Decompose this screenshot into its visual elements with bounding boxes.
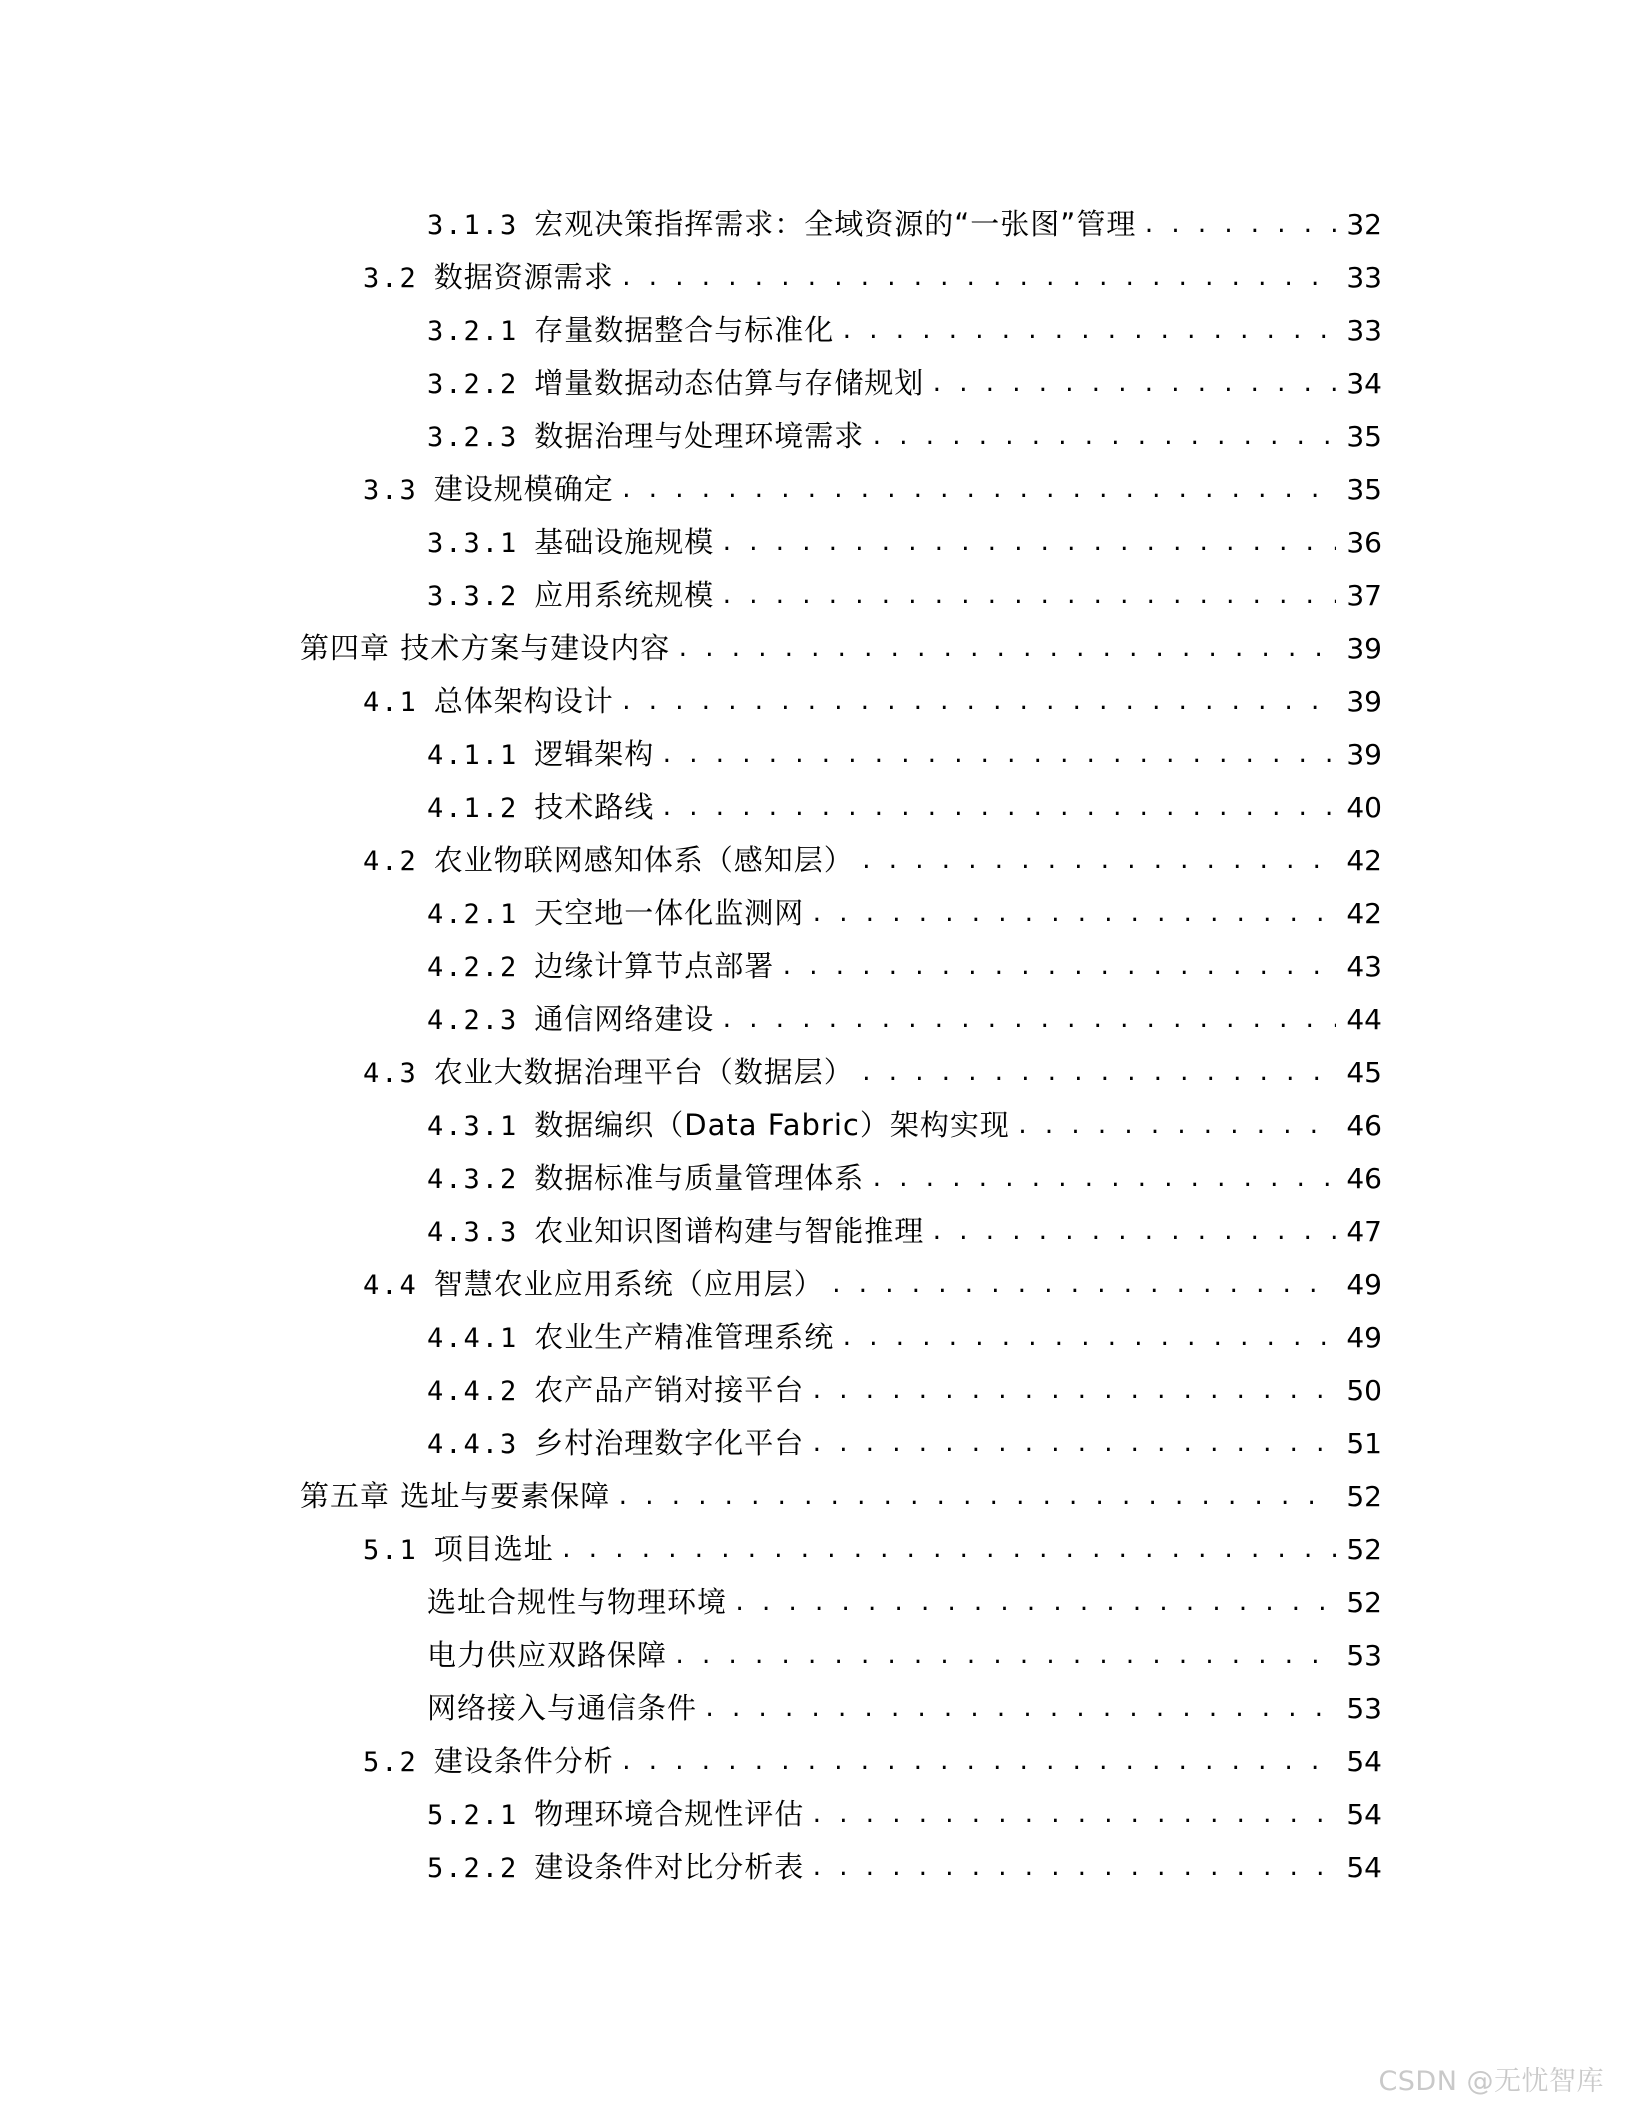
toc-entry-number: 3.3.2 [427, 581, 519, 612]
toc-entry-page-number: 52 [1346, 1533, 1382, 1566]
toc-entry-page-number: 49 [1346, 1321, 1382, 1354]
toc-entry-page-number: 50 [1346, 1374, 1382, 1407]
toc-entry-title: 第四章 技术方案与建设内容 [300, 631, 671, 665]
toc-entry[interactable] [300, 1735, 1382, 1788]
toc-entry-title: 建设条件对比分析表 [534, 1850, 805, 1884]
toc-entry[interactable] [300, 993, 1382, 1046]
dot-leader [930, 358, 1336, 411]
toc-entry-number: 4.4.2 [427, 1376, 519, 1407]
dot-leader [676, 623, 1336, 676]
toc-entry-title: 农业知识图谱构建与智能推理 [534, 1214, 925, 1248]
toc-entry-title: 农业大数据治理平台（数据层） [433, 1055, 854, 1089]
toc-entry-page-number: 51 [1346, 1427, 1382, 1460]
dot-leader [810, 1789, 1336, 1842]
toc-entry-title: 数据编织（Data Fabric）架构实现 [534, 1108, 1010, 1142]
dot-leader [620, 1736, 1336, 1789]
dot-leader [860, 1047, 1336, 1100]
toc-entry[interactable] [300, 728, 1382, 781]
toc-entry-title: 天空地一体化监测网 [534, 896, 805, 930]
toc-entry-title: 宏观决策指挥需求：全域资源的“一张图”管理 [534, 207, 1137, 241]
dot-leader [840, 1312, 1336, 1365]
toc-entry-page-number: 54 [1346, 1798, 1382, 1831]
dot-leader [733, 1577, 1336, 1630]
toc-entry[interactable] [300, 357, 1382, 410]
toc-entry[interactable] [300, 198, 1382, 251]
dot-leader [673, 1630, 1336, 1683]
toc-entry-page-number: 33 [1346, 261, 1382, 294]
dot-leader [780, 941, 1336, 994]
dot-leader [703, 1683, 1336, 1736]
toc-entry-title: 基础设施规模 [534, 525, 715, 559]
toc-entry-title: 增量数据动态估算与存储规划 [534, 366, 925, 400]
toc-entry[interactable] [300, 1788, 1382, 1841]
dot-leader [720, 994, 1336, 1047]
toc-entry-page-number: 37 [1346, 579, 1382, 612]
toc-entry[interactable] [300, 463, 1382, 516]
toc-entry-page-number: 47 [1346, 1215, 1382, 1248]
toc-entry-number: 4.4 [363, 1270, 418, 1301]
toc-entry[interactable] [300, 1205, 1382, 1258]
toc-entry-page-number: 49 [1346, 1268, 1382, 1301]
toc-entry-number: 5.2.2 [427, 1853, 519, 1884]
toc-entry[interactable] [300, 1258, 1382, 1311]
toc-entry[interactable] [300, 1682, 1382, 1735]
toc-entry-title: 农业生产精准管理系统 [534, 1320, 835, 1354]
toc-entry-page-number: 42 [1346, 897, 1382, 930]
toc-entry-page-number: 54 [1346, 1745, 1382, 1778]
dot-leader [616, 1471, 1336, 1524]
toc-entry-page-number: 35 [1346, 420, 1382, 453]
toc-entry[interactable] [300, 1629, 1382, 1682]
toc-entry-page-number: 33 [1346, 314, 1382, 347]
dot-leader [830, 1259, 1336, 1312]
toc-entry-title: 智慧农业应用系统（应用层） [433, 1267, 824, 1301]
toc-entry[interactable] [300, 569, 1382, 622]
toc-entry-number: 3.2.1 [427, 316, 519, 347]
toc-entry-number: 4.4.3 [427, 1429, 519, 1460]
toc-entry-page-number: 39 [1346, 632, 1382, 665]
toc-entry-page-number: 46 [1346, 1109, 1382, 1142]
dot-leader [660, 729, 1336, 782]
dot-leader [1016, 1100, 1336, 1153]
toc-entry-page-number: 34 [1346, 367, 1382, 400]
toc-entry-title: 农产品产销对接平台 [534, 1373, 805, 1407]
toc-entry-number: 4.1.2 [427, 793, 519, 824]
toc-entry-title: 网络接入与通信条件 [427, 1691, 698, 1725]
toc-entry-title: 应用系统规模 [534, 578, 715, 612]
toc-entry-title: 乡村治理数字化平台 [534, 1426, 805, 1460]
toc-entry[interactable] [300, 1576, 1382, 1629]
toc-entry-number: 3.2.2 [427, 369, 519, 400]
toc-entry[interactable] [300, 1470, 1382, 1523]
toc-entry-page-number: 32 [1346, 208, 1382, 241]
toc-entry-page-number: 35 [1346, 473, 1382, 506]
toc-entry-title: 边缘计算节点部署 [534, 949, 775, 983]
toc-entry-number: 3.1.3 [427, 210, 519, 241]
toc-entry-number: 5.2 [363, 1747, 418, 1778]
dot-leader [620, 676, 1336, 729]
toc-entry-title: 数据治理与处理环境需求 [534, 419, 865, 453]
dot-leader [810, 1842, 1336, 1895]
toc-entry-number: 4.3.2 [427, 1164, 519, 1195]
dot-leader [870, 411, 1336, 464]
toc-entry-title: 农业物联网感知体系（感知层） [433, 843, 854, 877]
toc-entry-title: 建设规模确定 [433, 472, 614, 506]
toc-entry-number: 4.3 [363, 1058, 418, 1089]
toc-entry[interactable] [300, 675, 1382, 728]
toc-entry-page-number: 42 [1346, 844, 1382, 877]
dot-leader [660, 782, 1336, 835]
toc-entry-page-number: 44 [1346, 1003, 1382, 1036]
toc-entry-title: 通信网络建设 [534, 1002, 715, 1036]
toc-entry-number: 4.4.1 [427, 1323, 519, 1354]
toc-entry-page-number: 36 [1346, 526, 1382, 559]
toc-entry-number: 3.2 [363, 263, 418, 294]
toc-entry-title: 逻辑架构 [534, 737, 655, 771]
dot-leader [810, 888, 1336, 941]
toc-entry[interactable] [300, 251, 1382, 304]
toc-entry[interactable] [300, 1046, 1382, 1099]
dot-leader [620, 464, 1336, 517]
toc-entry-page-number: 52 [1346, 1480, 1382, 1513]
dot-leader [1142, 199, 1336, 252]
dot-leader [870, 1153, 1336, 1206]
toc-entry[interactable] [300, 304, 1382, 357]
toc-entry-page-number: 40 [1346, 791, 1382, 824]
dot-leader [560, 1524, 1336, 1577]
toc-entry-number: 5.1 [363, 1535, 418, 1566]
toc-entry-title: 电力供应双路保障 [427, 1638, 668, 1672]
toc-entry-number: 3.3.1 [427, 528, 519, 559]
toc-entry-number: 4.2.2 [427, 952, 519, 983]
toc-entry-number: 4.3.3 [427, 1217, 519, 1248]
toc-entry-page-number: 53 [1346, 1692, 1382, 1725]
toc-entry-title: 选址合规性与物理环境 [427, 1585, 728, 1619]
toc-entry-page-number: 54 [1346, 1851, 1382, 1884]
toc-entry-title: 第五章 选址与要素保障 [300, 1479, 611, 1513]
toc-entry-title: 总体架构设计 [433, 684, 614, 718]
dot-leader [930, 1206, 1336, 1259]
toc-entry[interactable] [300, 1311, 1382, 1364]
toc-entry-title: 物理环境合规性评估 [534, 1797, 805, 1831]
toc-entry-title: 建设条件分析 [433, 1744, 614, 1778]
toc-entry-title: 项目选址 [433, 1532, 554, 1566]
toc-entry-title: 技术路线 [534, 790, 655, 824]
toc-entry-page-number: 43 [1346, 950, 1382, 983]
toc-entry-page-number: 52 [1346, 1586, 1382, 1619]
toc-entry-page-number: 39 [1346, 738, 1382, 771]
toc-entry[interactable] [300, 516, 1382, 569]
toc-entry[interactable] [300, 622, 1382, 675]
toc-entry[interactable] [300, 1417, 1382, 1470]
toc-entry-page-number: 53 [1346, 1639, 1382, 1672]
toc-entry[interactable] [300, 1099, 1382, 1152]
toc-entry[interactable] [300, 1364, 1382, 1417]
toc-entry-number: 3.2.3 [427, 422, 519, 453]
toc-entry-number: 4.2.1 [427, 899, 519, 930]
toc-entry-title: 存量数据整合与标准化 [534, 313, 835, 347]
toc-entry-number: 4.3.1 [427, 1111, 519, 1142]
toc-entry[interactable] [300, 410, 1382, 463]
toc-entry[interactable] [300, 781, 1382, 834]
toc-entry-number: 5.2.1 [427, 1800, 519, 1831]
dot-leader [720, 570, 1336, 623]
toc-entry[interactable] [300, 1841, 1382, 1894]
toc-entry-page-number: 45 [1346, 1056, 1382, 1089]
toc-entry[interactable] [300, 834, 1382, 887]
toc-entry[interactable] [300, 1152, 1382, 1205]
toc-entry-number: 3.3 [363, 475, 418, 506]
toc-entry-title: 数据资源需求 [433, 260, 614, 294]
toc-entry-number: 4.1.1 [427, 740, 519, 771]
watermark: CSDN @无忧智库 [1378, 2066, 1604, 2097]
toc-entry-number: 4.2.3 [427, 1005, 519, 1036]
toc-entry[interactable] [300, 1523, 1382, 1576]
toc-entry[interactable] [300, 940, 1382, 993]
toc-entry-page-number: 39 [1346, 685, 1382, 718]
toc-entry-number: 4.2 [363, 846, 418, 877]
dot-leader [860, 835, 1336, 888]
dot-leader [840, 305, 1336, 358]
toc-entry-page-number: 46 [1346, 1162, 1382, 1195]
toc-entry-title: 数据标准与质量管理体系 [534, 1161, 865, 1195]
dot-leader [810, 1418, 1336, 1471]
dot-leader [720, 517, 1336, 570]
dot-leader [810, 1365, 1336, 1418]
toc-entry[interactable] [300, 887, 1382, 940]
dot-leader [620, 252, 1336, 305]
toc-entry-number: 4.1 [363, 687, 418, 718]
table-of-contents [300, 198, 1382, 1894]
